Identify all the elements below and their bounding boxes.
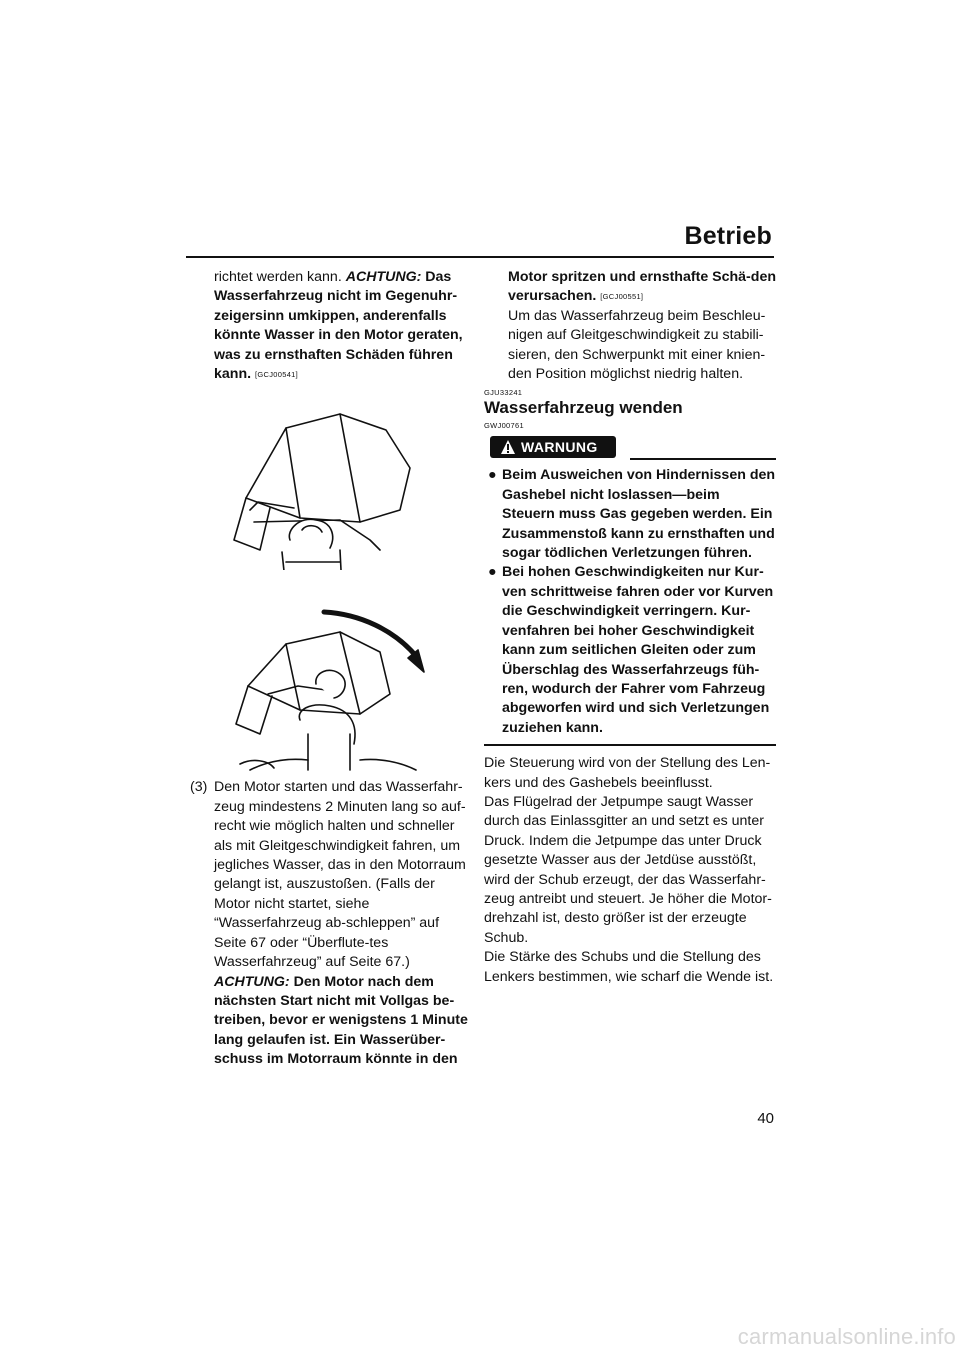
caution-label: ACHTUNG: (345, 269, 422, 285)
warning-header (484, 436, 776, 462)
caution-code: [GCJ00551] (600, 292, 644, 302)
caution-text: Das Wasserfahrzeug nicht im Gegenuhr-zeigersinn umkippen, anderenfalls könnte Wasser in den Motor geraten, was zu ernsthaften Schäden führen kann. (214, 269, 463, 383)
watermark: carmanualsonline.info (737, 1324, 956, 1349)
body-paragraph: Die Steuerung wird von der Stellung des Len-kers und des Gashebels beeinflusst. (484, 755, 771, 791)
capsize-illustration-1 (190, 390, 470, 570)
warning-item-text: Beim Ausweichen von Hindernissen den Gashebel nicht loslassen—beim Steuern muss Gas gegeben werden. Ein Zusammenstoß kann zu ernsthaften und sogar tödlichen Verletzungen führen. (502, 467, 776, 562)
caution-label: ACHTUNG: (214, 973, 290, 990)
caution-text: Motor spritzen und ernsthafte Schä-den verursachen. (508, 269, 777, 305)
warning-rule (630, 458, 776, 460)
warning-item (484, 466, 776, 563)
caution-paragraph (190, 268, 470, 384)
header-divider (186, 256, 774, 258)
warning-end-rule (484, 744, 776, 746)
warning-label: WARNUNG (521, 439, 598, 456)
caution-code: [GCJ00541] (255, 370, 299, 380)
warning-list (484, 466, 776, 738)
caution-continuation (484, 268, 776, 384)
instruction-text: Um das Wasserfahrzeug beim Beschleu-nigen auf Gleitgeschwindigkeit zu stabili-sieren, den Schwerpunkt mit einer knien-den Position möglichst niedrig halten. (508, 307, 766, 383)
page-title: Betrieb (684, 222, 772, 250)
list-item-text: Den Motor starten und das Wasserfahr-zeug mindestens 2 Minuten lang so auf-recht wie möglich halten und schneller als mit Gleitgeschwindigkeit fahren, um jegliches Wasser, das in den Motorraum gelangt ist, auszustoßen. (Falls der Motor nicht startet, siehe “Wasserfahrzeug ab-schleppen” auf Seite 67 oder “Überflute-tes Wasserfahrzeug” auf Seite 67.) (214, 779, 466, 971)
right-column (484, 268, 776, 987)
capsize-illustration-2 (190, 574, 470, 774)
section-code: GJU33241 (484, 388, 523, 398)
bullet-icon: ● (488, 467, 497, 484)
warning-code: GWJ00761 (484, 421, 524, 431)
warning-badge (490, 436, 616, 458)
caution-intro-text: richtet werden kann. (214, 269, 346, 285)
body-paragraph: Die Stärke des Schubs und die Stellung des Lenkers bestimmen, wie scharf die Wende ist. (484, 949, 774, 985)
caution-text: Den Motor nach dem nächsten Start nicht mit Vollgas be-treiben, bevor er wenigstens 1 Minute lang gelaufen ist. Ein Wasserüber-schuss im Motorraum könnte in den (214, 973, 468, 1068)
warning-item (484, 563, 776, 738)
left-column (190, 268, 470, 1070)
bullet-icon: ● (488, 564, 497, 581)
warning-icon (500, 439, 516, 455)
section-title: Wasserfahrzeug wenden (484, 398, 683, 418)
body-paragraph: Das Flügelrad der Jetpumpe saugt Wasser durch das Einlassgitter an und setzt es unter Druck. Indem die Jetpumpe das unter Druck gesetzte Wasser aus der Jetdüse ausstößt, wird der Schub erzeugt, der das Wasserfahr-zeug antreibt und steuert. Je höher die Motor-drehzahl ist, desto größer ist der erzeugte Schub. (484, 793, 772, 946)
list-item-number: (3) (190, 779, 208, 796)
warning-item-text: Bei hohen Geschwindigkeiten nur Kur-ven schrittweise fahren oder vor Kurven die Geschwindigkeit verringern. Kur-venfahren bei hoher Geschwindigkeit kann zum seitlichen Gleiten oder zum Überschlag des Wasserfahrzeugs füh-ren, wodurch der Fahrer vom Fahrzeug abgeworfen wird und sich Verletzungen zuziehen kann. (502, 564, 774, 736)
page-number: 40 (757, 1110, 774, 1127)
list-item (190, 778, 470, 1069)
